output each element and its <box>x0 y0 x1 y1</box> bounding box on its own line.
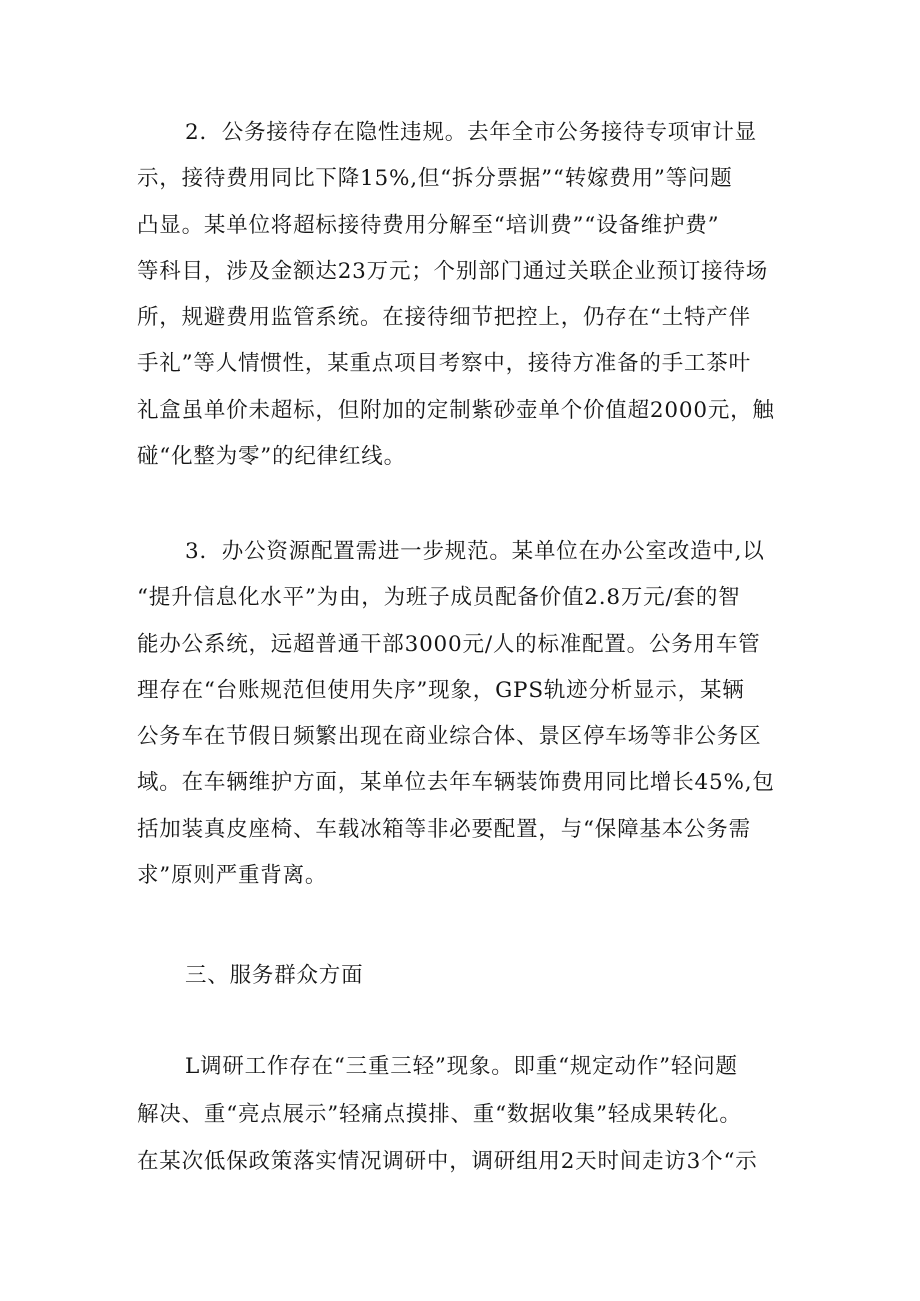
paragraph-line: 能办公系统，远超普通干部3000元/人的标准配置。公务用车管 <box>137 631 761 657</box>
paragraph-line: 求”原则严重背离。 <box>137 863 328 889</box>
paragraph-office-resources <box>137 529 797 899</box>
paragraph-line: 等科目，涉及金额达23万元；个别部门通过关联企业预订接待场 <box>137 258 769 284</box>
paragraph-line: 礼盒虽单价未超标，但附加的定制紫砂壶单个价值超2000元，触 <box>137 397 775 423</box>
paragraph-line: 碰“化整为零”的纪律红线。 <box>137 444 406 470</box>
paragraph-line: “提升信息化水平”为由，为班子成员配备价值2.8万元/套的智 <box>137 585 741 611</box>
paragraph-line: 理存在“台账规范但使用失序”现象，GPS轨迹分析显示，某辆 <box>137 677 745 703</box>
paragraph-line: 解决、重“亮点展示”轻痛点摸排、重“数据收集”轻成果转化。 <box>137 1101 742 1127</box>
paragraph-line: L调研工作存在“三重三轻”现象。即重“规定动作”轻问题 <box>185 1054 738 1079</box>
paragraph-line: 3．办公资源配置需进一步规范。某单位在办公室改造中,以 <box>185 539 765 564</box>
paragraph-research-work <box>137 1043 797 1186</box>
paragraph-line: 域。在车辆维护方面，某单位去年车辆装饰费用同比增长45%,包 <box>137 770 775 796</box>
paragraph-reception-violations <box>137 110 797 480</box>
paragraph-line: 2．公务接待存在隐性违规。去年全市公务接待专项审计显 <box>185 120 757 145</box>
paragraph-line: 在某次低保政策落实情况调研中，调研组用2天时间走访3个“示 <box>137 1149 758 1174</box>
section-heading: 三、服务群众方面 <box>185 963 364 988</box>
paragraph-line: 示，接待费用同比下降15%,但“拆分票据”“转嫁费用”等问题 <box>137 166 733 192</box>
paragraph-line: 凸显。某单位将超标接待费用分解至“培训费”“设备维护费” <box>137 212 720 238</box>
paragraph-line: 手礼”等人情惯性，某重点项目考察中，接待方准备的手工茶叶 <box>137 351 751 377</box>
paragraph-line: 所，规避费用监管系统。在接待细节把控上，仍存在“土特产伴 <box>137 305 751 331</box>
paragraph-line: 括加装真皮座椅、车载冰箱等非必要配置，与“保障基本公务需 <box>137 816 751 842</box>
paragraph-line: 公务车在节假日频繁出现在商业综合体、景区停车场等非公务区 <box>137 724 762 750</box>
